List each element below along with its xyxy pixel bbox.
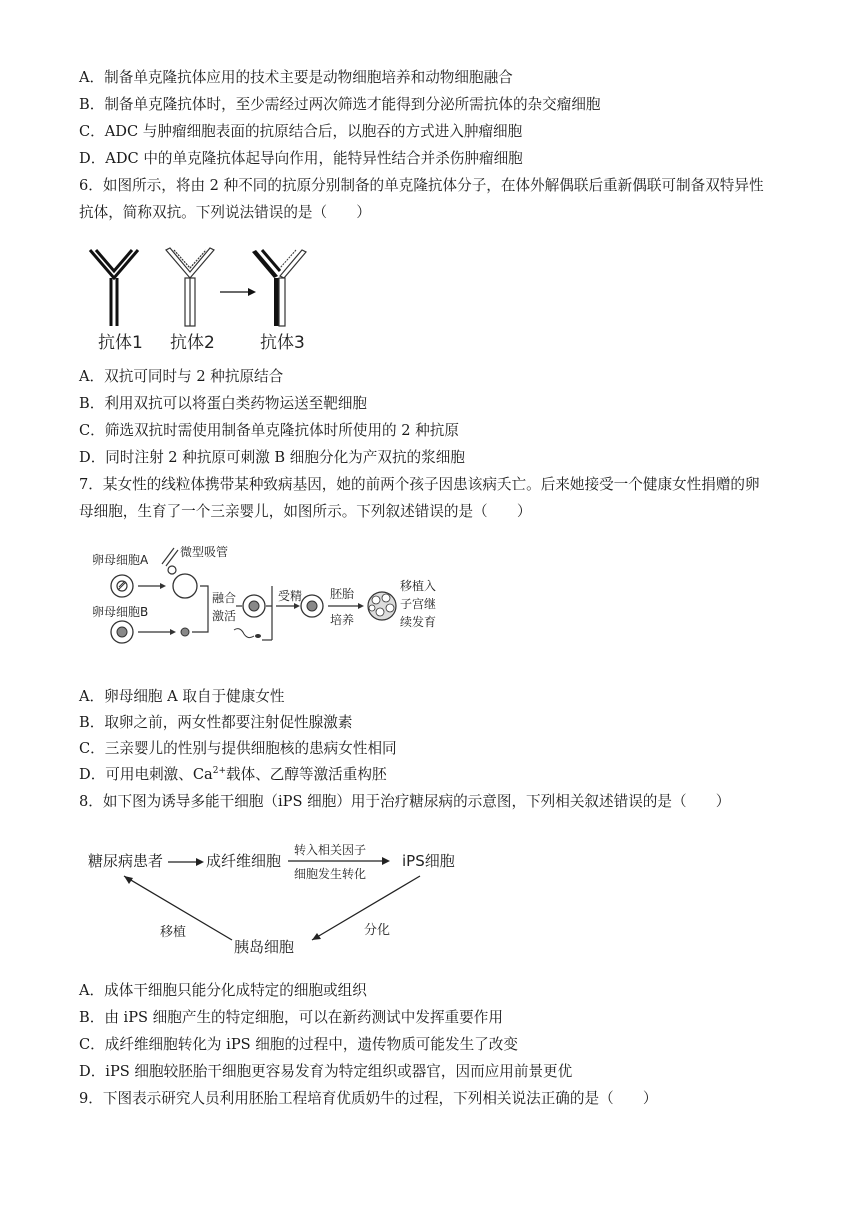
fertilization-label: 受精 [278, 589, 303, 603]
q8-option-c: C．成纤维细胞转化为 iPS 细胞的过程中，遗传物质可能发生了改变 [79, 1036, 518, 1053]
q7-option-d [79, 765, 387, 785]
arrow-icon [312, 933, 321, 940]
oocyte-b-label: 卵母细胞B [92, 605, 149, 619]
culture-label-2: 培养 [330, 613, 355, 627]
transfer-label-1: 移植入 [400, 579, 437, 593]
q6-option-c: C．筛选双抗时需使用制备单克隆抗体时所使用的 2 种抗原 [79, 422, 459, 439]
q8-option-b: B．由 iPS 细胞产生的特定细胞，可以在新药测试中发挥重要作用 [79, 1009, 503, 1026]
ips-label: iPS细胞 [402, 852, 455, 870]
micropipette-icon [162, 548, 178, 566]
q6-option-a: A．双抗可同时与 2 种抗原结合 [79, 368, 284, 385]
antibody-1-label: 抗体1 [98, 333, 143, 353]
antibody-3-label: 抗体3 [260, 333, 305, 353]
transform-bottom-label: 细胞发生转化 [294, 867, 367, 881]
q5-option-a: A．制备单克隆抗体应用的技术主要是动物细胞培养和动物细胞融合 [79, 69, 513, 86]
fibroblast-label: 成纤维细胞 [206, 852, 282, 870]
transfer-label-2: 子宫继 [400, 597, 437, 611]
q5-option-b: B．制备单克隆抗体时，至少需经过两次筛选才能得到分泌所需抗体的杂交瘤细胞 [79, 96, 601, 113]
differentiation-label: 分化 [364, 923, 391, 938]
oocyte-a-label: 卵母细胞A [92, 553, 149, 567]
antibody-3-shape [252, 250, 306, 326]
activation-label: 激活 [212, 609, 237, 623]
q7-option-d-sup: 2+ [212, 766, 227, 777]
q7-stem-line1: 7．某女性的线粒体携带某种致病基因，她的前两个孩子因患该病夭亡。后来她接受一个健康女性捐赠的卵 [79, 476, 760, 493]
antibody-2-label: 抗体2 [170, 333, 215, 353]
q7-option-b: B．取卵之前，两女性都要注射促性腺激素 [79, 714, 353, 731]
antibody-2-shape [166, 248, 214, 326]
antibody-figure [84, 244, 324, 354]
patient-label: 糖尿病患者 [88, 852, 164, 870]
ips-cycle-figure [84, 836, 484, 966]
sperm-icon [234, 629, 261, 638]
q7-option-c: C．三亲婴儿的性别与提供细胞核的患病女性相同 [79, 740, 397, 757]
antibody-1-shape [90, 250, 138, 326]
q7-option-a: A．卵母细胞 A 取自于健康女性 [79, 688, 285, 705]
q6-option-d: D．同时注射 2 种抗原可刺激 B 细胞分化为产双抗的浆细胞 [79, 449, 465, 466]
q8-option-a: A．成体干细胞只能分化成特定的细胞或组织 [79, 982, 367, 999]
q5-option-d: D．ADC 中的单克隆抗体起导向作用，能特异性结合并杀伤肿瘤细胞 [79, 150, 523, 167]
q6-stem-line2: 抗体，简称双抗。下列说法错误的是（ ） [79, 204, 371, 221]
q8-option-d: D．iPS 细胞较胚胎干细胞更容易发育为特定组织或器官，因而应用前景更优 [79, 1063, 573, 1080]
q7-stem-line2: 母细胞，生育了一个三亲婴儿，如图所示。下列叙述错误的是（ ） [79, 503, 532, 520]
transform-top-label: 转入相关因子 [294, 843, 367, 857]
fusion-label: 融合 [212, 591, 237, 605]
arrow-icon [220, 288, 256, 296]
transfer-label-3: 续发育 [400, 615, 437, 629]
q6-stem-line1: 6．如图所示，将由 2 种不同的抗原分别制备的单克隆抗体分子，在体外解偶联后重新偶联可制备双特异性 [79, 177, 764, 194]
arrow-icon [196, 858, 204, 866]
embryo-icon [368, 592, 396, 620]
q7-option-d-pre: D．可用电刺激、Ca [79, 766, 213, 783]
q9-stem: 9．下图表示研究人员利用胚胎工程培育优质奶牛的过程，下列相关说法正确的是（ ） [79, 1090, 658, 1107]
q6-option-b: B．利用双抗可以将蛋白类药物运送至靶细胞 [79, 395, 368, 412]
islet-cell-label: 胰岛细胞 [234, 938, 295, 956]
culture-label-1: 胚胎 [330, 587, 355, 601]
arrow-icon [382, 857, 390, 865]
transplant-label: 移植 [160, 925, 187, 940]
arrow-icon [124, 876, 133, 884]
q8-stem: 8．如下图为诱导多能干细胞（iPS 细胞）用于治疗糖尿病的示意图，下列相关叙述错误的是（ ） [79, 793, 731, 810]
three-parent-baby-figure [88, 540, 458, 660]
q7-option-d-post: 载体、乙醇等激活重构胚 [226, 766, 387, 783]
q5-option-c: C．ADC 与肿瘤细胞表面的抗原结合后，以胞吞的方式进入肿瘤细胞 [79, 123, 523, 140]
pipette-label: 微型吸管 [180, 545, 229, 559]
